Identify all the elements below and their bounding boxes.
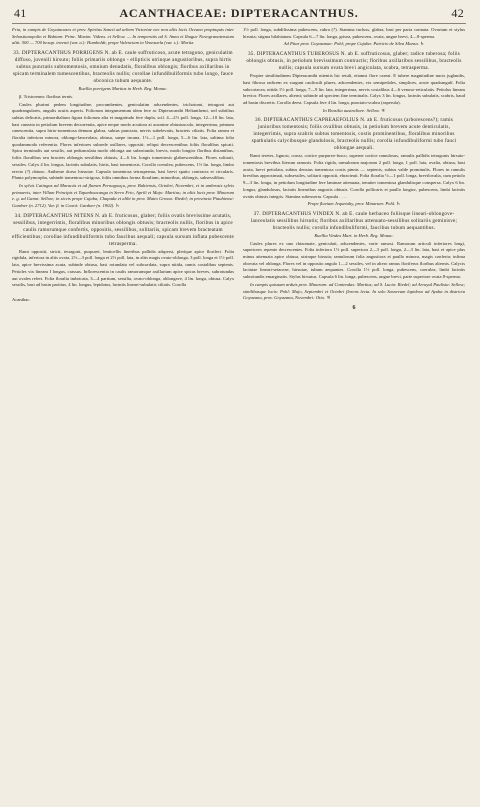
- species-33-description: Caules plurimi pedem longitudine, procumbentes, geniculatim adscendentes, trichotomi, tetragoni aut quadrangulares, angulis acutis asperis. Foliorum integumentum idem fere ac Dipteracanthi Helianthemi, sed subtilius subtus delicatis, primordialium figura foliorum alia et magnitudo fere dupla, scil. 4—2½ poll. longa, 12—10 lin. lata, basi cuneata in petiolum brevem decurrentia, apice neque modo acutiora at acumine obtusiusculo, integerrima, primum canescentia, supra hirto-tomentosa demum glabra, subtus punctata, nervis subelevatis, bracteis ciliatis. Folia ramea et floralia inferiora minora, oblongo-lanceolata, obtusa, saepe incana, 1½—1 poll. longa, 5—6 lin. lata, saltima folia quodammodo referentia. Flores inferiores subsede axillares, oppositi; reliqui decrescentibus foliis floralibus spicati. Spica terminalis aut sessilis, aut pedunculata modo oblonga aut subrotunda, brevis, modo longior floribus distantibus, foliis floralibus seu bracteis oblongis sessilibus obtusis, 4—6 lin. longis tomentosis glabrescentibus. Flores solitarii, sessiles. Calyx 4 lin. longus, laciniis subulatis, hirtis, basi tomentosis. Corolla coerulea, pubescens, 1½ lin. longa, limbo erecto (?) obtuso. Antherae dorso hirsutae. Capsula tomentosa tetrasperma, basi brevi spatio contracta et circularis. Planta polymorpha, subinde tomentoso-strigosa, foliis omnibus forma floralium, minoribus, oblongis, subsessilibus.: [12, 101, 234, 181]
- species-34-localities: Ad Pitar prov. Goyazanae: Pohl; prope Cujaba: Patricio de Silva Manso. ♄: [283, 41, 425, 47]
- species-37-localities: In campis quisnam arduis prov. Minarum: ad Contendas: Martius; ad S. Lucia: Riedel; ad Arrayal Paulista: Sellow; similibusque locis: Pohl: Majo, Septembri et Octobri florens lecta. In solo Saxoreum lapidoso ad Ayuba in districtu Goyazana, prov. Goyazana, Novembri: Otto. ♃: [243, 281, 465, 301]
- species-36-description: Rami teretes, lignosi, crassi, cortice purpureo-fusco, superne cortice ramulosus, ramulis pallidis tetragonis hirsuto-tomentosis brevibus literum ramosis. Folia rigida, ramulorum majorum 2 poll. longa, 1 poll. lata, ovalia, obtusa, basi acuta, brevi petiolata, subtus densius tomentosa costis pinnis — septenis, subtus valde prominulis. Flores in ramulis brevibus approximati, subsessiles, solitarii oppositi, ebracteati. Folia floralia ½—1 poll. longa, brevilovalia, cum petiolo 9—3 lin. longa, in petiolum longitudine fere laminae attenuata, tenuiter tomentosa glandulisque conspersa. Calyx 6 lin. longus, glandulosus, laciniis linearibus angustis obtusis. Corolla pollicaris et paullo longior, pubescens, limbi laciniis ovatis obtusis integris. Stamina subexserta. Capsula . . . .: [243, 153, 465, 199]
- species-36-localities: Prope fluvium Jequetahy, prov. Minarum: Pohl. ♄: [307, 201, 401, 207]
- species-35-title: 35. DIPTERACANTHUS TUBEROSUS N. ab E. suffruticosus, glaber; radice tuberosa; foliis oblongis obtusis, in petiolum brevissimum contractis; floribus axillaribus sessilibus, bracteolis nullis; capsula sursum ovata brevi angiculata, scabra, tetrasperma.: [246, 51, 462, 72]
- species-33-title: 33. DIPTERACANTHUS PORRIGENS N. ab E. caule suffruticoso, acute tetragono, geniculatim diffuso, juvenili hirsuto; foliis primariis oblongo - ellipticis utrinque angustioribus, supra hirtis subtus punctatis subtomentosis, omnium denudatis, floralibus oblongis; floribus axillaribus in spicam terminalem tumescentibus, bracteolis nullis; corollae infundibuliformis tubo longo, fauce obconica tubum aequante.: [12, 50, 234, 85]
- species-37-reference: Ruellia Vindex Mart. in Herb. Reg. Monac.: [314, 232, 394, 238]
- left-column: [12, 27, 234, 807]
- right-column: [243, 27, 465, 807]
- species-37-title: 37. DIPTERACANTHUS VINDEX N. ab E. caule herbaceo foliisque lineari-oblongove-lanceolatis sessilibus hirsutis; floribus axillaribus attenuato-sessilibus solitariis geminisve; bracteolis nullis; corolla infundibuliformi, faucibus tubum aequantibus.: [250, 210, 458, 231]
- continuation-localities: Fria, in campis de Goyatacazes et prov. Spiritus Sancti ad urbem Victoriae nec non aliis locis Oceano propinquis inter Sebastianopolin et Bahiam: Princ. Maxim. Videns. et Sellow. — In temperatis ad S. Anna et Ibague Novogranatensium altit. 500 — 700 hexap. invenit (var. a.): Humboldt; prope Valenciam in Venezuela (var. s.): Moritz.: [12, 27, 234, 46]
- species-33-localities: In sylvis Catingas ad Maracás et ad flumen Pernagoaçu, prov. Bahiensis, Octobri, Novembri, et in umbrosis sylvis primaevis, inter Villam Principis et Tapanhoacanga in Serro Frio, Aprili et Majo: Martius; in aliis locis prov. Minarum e. g. ad Gama: Sellow; in siccis prope Cujaba, Chapada et alibi in prov. Matto Grosso: Riedel; in provincia Piauhiensi: Gardner (n. 2712). Var. β. in Ceará: Gardner (n. 1902). ♄: [12, 182, 234, 209]
- text-columns: [12, 27, 466, 807]
- sheet-number: 6: [352, 304, 356, 311]
- species-35-localities: In Brasilia australiore: Sellow. ♃: [322, 107, 386, 113]
- species-34-continued: 1½ poll. longa, subdilissima pubescens, rubra (?). Stamina incluss, glabra, basi per paria connata. Ovarium et stylus hirsuta; stigma bilabiatum. Capsula 6—7 lin. longa, grisea, pubescens, ovata, ungue brevi, 4—8-sperma.: [243, 27, 465, 39]
- signature-mark: Acanthac.: [12, 296, 31, 302]
- species-34-title: 34. DIPTERACANTHUS NITENS N. ab E. fruticosus, glaber; foliis ovatis brevissime acutatis, sessilibus, integerrimis, floralibus minoribus oblongis obtusis; bracteolis nullis, floribus in apice caulis ramorumque confertis, oppositis, sessilibus, solitariis, spicam brevem bracteatam efficientibus; corollae infundibuliformis tubo faucibus aequali; capsula sursum inflata pubescente tetrasperma.: [12, 212, 234, 247]
- running-title: ACANTHACEAE: DIPTERACANTHUS.: [119, 6, 359, 20]
- species-33-variety: β. Tristoreum: floribus ternis.: [19, 93, 74, 99]
- page-number-right: 42: [451, 6, 464, 20]
- page-number: 41: [14, 6, 27, 20]
- species-34-description: Rami oppositi, stricti, tetragoni, purpurei, lenticellis lineribus pallidis adspersi, pleríque apice floriferi. Folia rigidula, inferiora in aliis ovata, 2½—3 poll. longa et 2½ poll. lata, in aliis magis ovato-oblonga, 3 poll. longa et 1½ poll. lata, apice brevissima acuta, subinde obtusa, basi rotundata vel subcordata, supra nitida, ramis costalibus septenis. Petioles vix lineam I longus, crassus. Inflorescentia in caulis ramorumque axillarium apice spicas breves, subrotundas aut ovales refert. Folia floralia imbricata, 3—4 partium, sessilia, ovato-oblonga, oblongave, 4 lin. longa, obtusa. Calyx sessilis, basi ad basin partitus, 4 lin. longus, lepidotus, laciniis lineari-subulatis ciliatis. Corolla: [12, 248, 234, 288]
- species-37-description: Caules plures ex uno rhizomate, geniculati, adscendentes, varie ramosi. Ramorum articuli inferiores longi, superiores repente decrescentes. Folia inferiora 1½ poll. superiora 2—3 poll. longa, 2—3 lin. lata, basi et apice plus minus attenuata apice obtusa, utrinque hirsuta; ramulorum folia angustiora et paullo minora, magis conferta; infima obovata vel oblonga. Flores vel in opposito angulo 1—2 sessiles, vel in altero ramus floriferus floribus alternis. Calycis laciniae lineari-setaceae, hirsutae, tubum aequantes. Corolla 1½ poll. longa, pubescens, coerulea, limbi laciniis subrotundis emarginatis. Stylus hirsutus. Capsula 6 lin. longa, pubescens, ungue brevi, parte superiore ovata 8-sperma.: [243, 240, 465, 280]
- species-36-title: 36. DIPTERACANTHUS CAPREAEFOLIUS N. ab E. fruticosus (arborescens?); ramis junioribus tomentosis; foliis ovalibus obtusis, in petiolum brevem acute denticulatis, integerrimis, supra scabris subtus tomentosis, costis prominentibus, floralibus minoribus spathulatis calycibusque glandulosis, bracteolis nullis; corolla infundibuliformi tubo fauci oblongae aequali.: [251, 117, 457, 152]
- species-33-reference: Ruellia porrigens Martius in Herb. Reg. Monac.: [78, 86, 168, 92]
- running-header: [12, 6, 466, 24]
- species-35-description: Propter similitudinem Dipteracanthi nitentis hic retuli, etiamsi flore careat. E tubere magnitudine nucis juglandis, basi fibrosa radicem ex surgunt caulicuili plures, adscendentes, vix semipedales, simplices, acute quadrangulí. Folia subcoriacea, nitida 1½ poll. longa, 7—9 lin. lata, integerrima, nervis costalibus 4—6 venoso-reticulatis. Petiolus lineam brevior. Flores axillares, alterni; subinde ad speciem fine terminalis. Calyx 3 lin. longus, laciniis subulatis, scabris, haud ad basin discretis. Corolla deest. Capsula fere 4 lin. longa, punctato-scabra (asperula).: [243, 73, 465, 105]
